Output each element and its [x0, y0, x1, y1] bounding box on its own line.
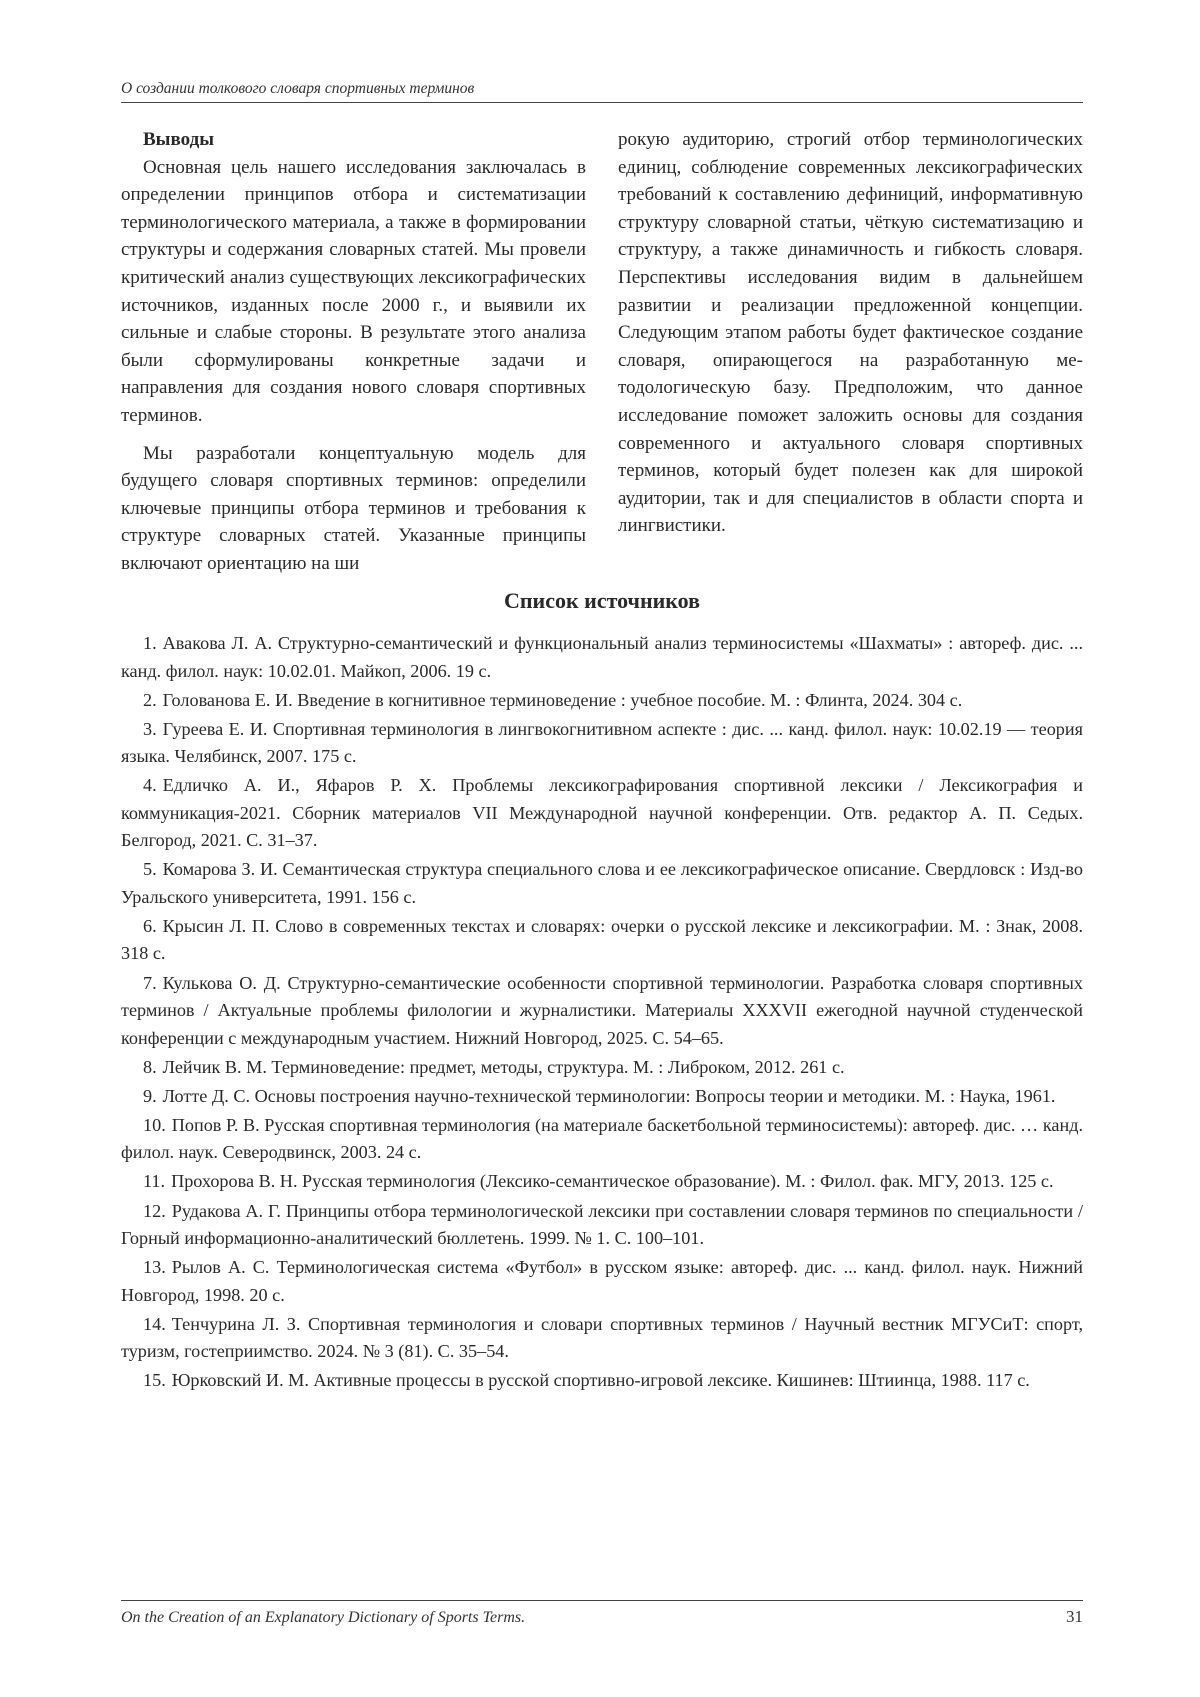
reference-text: Крысин Л. П. Слово в современных текстах и словарях: очерки о русской лексике и лексикографии. М. : Знак, 2008. 318 с. — [121, 915, 1083, 964]
reference-number: 10. — [143, 1114, 166, 1135]
reference-number: 13. — [143, 1257, 166, 1278]
references-title: Список источников — [503, 588, 701, 613]
reference-text: Рылов А. С. Терминологическая система «Футбол» в русском языке: автореф. дис. ... канд. филол. наук. Нижний Новгород, 1998. 20 с. — [121, 1257, 1083, 1305]
section-heading-conclusions: Выводы — [143, 129, 215, 150]
reference-text: Прохорова В. Н. Русская терминология (Лексико-семантическое образование). М. : Филол. фак. МГУ, 2013. 125 с. — [171, 1171, 1054, 1192]
running-head: О создании толкового словаря спортивных терминов — [121, 80, 475, 97]
reference-number: 2. — [143, 689, 157, 710]
right-column — [618, 126, 1083, 578]
header-rule — [121, 102, 1083, 103]
left-column — [121, 126, 586, 578]
references-list — [121, 630, 1083, 1396]
reference-number: 9. — [143, 1085, 157, 1106]
reference-text: Едличко А. И., Яфаров Р. Х. Проблемы лексикографирования спортивной лексики / Лексикография и коммуникация-2021. Сборник материалов VII Международной научной конференции. Отв. редактор А. П. Седых. Белгород, 2021. С. 31–37. — [121, 775, 1083, 851]
reference-number: 14. — [143, 1313, 166, 1334]
reference-text: Кулькова О. Д. Структурно-семантические особенности спортивной терминологии. Разработка словаря спортивных терминов / Актуальные проблемы филологии и журналистики. Материалы XXXVII ежегодной научной студенческой конференции с международным участием. Нижний Новгород, 2025. С. 54–65. — [121, 972, 1083, 1048]
reference-item — [121, 630, 1083, 685]
reference-number: 6. — [143, 915, 157, 936]
reference-item — [121, 1054, 1083, 1082]
reference-item — [121, 970, 1083, 1053]
reference-number: 4. — [143, 775, 157, 796]
reference-text: Тенчурина Л. З. Спортивная терминология и словари спортивных терминов / Научный вестник МГУСиТ: спорт, туризм, гостеприимство. 2024. № 3 (81). С. 35–54. — [121, 1313, 1083, 1362]
reference-item — [121, 1112, 1083, 1167]
reference-number: 1. — [143, 633, 157, 653]
conclusions-paragraph-1: Основная цель нашего исследования заключалась в определении принципов отбора и систематизации терминологического материала, а также в формировании структуры и содержания словарных статей. Мы провели критический анализ существующих лексикографических источников, изданных после 2000 г., и выявили их сильные и слабые стороны. В результате этого анализа были сформулированы конкретные задачи и направления для создания нового словаря спортивных терминов. — [121, 156, 586, 426]
reference-text: Юрковский И. М. Активные процессы в русской спортивно-игровой лексике. Кишинев: Штиинца, 1988. 117 с. — [171, 1370, 1030, 1391]
reference-item — [121, 1198, 1083, 1253]
two-column-body — [121, 126, 1083, 578]
reference-item — [121, 1311, 1083, 1366]
reference-item — [121, 772, 1083, 855]
reference-item — [121, 1367, 1083, 1395]
reference-item — [121, 913, 1083, 968]
reference-number: 8. — [143, 1056, 157, 1077]
reference-item — [121, 687, 1083, 715]
reference-text: Авакова Л. А. Структурно-семантический и функциональный анализ терминосистемы «Шахматы» : автореф. дис. ... канд. филол. наук: 10.02.01. Майкоп, 2006. 19 с. — [121, 633, 1083, 681]
reference-number: 11. — [143, 1171, 166, 1192]
reference-item — [121, 1254, 1083, 1309]
reference-number: 12. — [143, 1200, 166, 1221]
page-number: 31 — [1066, 1607, 1083, 1626]
reference-text: Лотте Д. С. Основы построения научно-технической терминологии: Вопросы теории и методики. М. : Наука, 1961. — [162, 1085, 1056, 1106]
footer-rule — [121, 1600, 1083, 1601]
conclusions-paragraph-2-continued: рокую аудиторию, строгий отбор терминологических единиц, соблюдение современных лексикографических требований к составлению дефиниций, информативную структуру словарной статьи, чёткую систематизацию и структуру, а также динамичность и гибкость словаря. Перспективы исследования видим в дальнейшем развитии и реализации предложенной концепции. Следующим этапом работы будет фактическое создание словаря, опирающегося на разработанную методологическую базу. Предположим, что данное исследование поможет заложить основы для создания современного и актуального словаря спортивных терминов, который будет полезен как для широкой аудитории, так и для специалистов в области спорта и лингвистики. — [618, 129, 1083, 537]
reference-number: 15. — [143, 1370, 166, 1391]
footer-english-title: On the Creation of an Explanatory Dictionary of Sports Terms. — [121, 1609, 526, 1626]
reference-text: Гуреева Е. И. Спортивная терминология в лингвокогнитивном аспекте : дис. ... канд. филол. наук: 10.02.19 — теория языка. Челябинск, 2007. 175 с. — [121, 718, 1083, 767]
reference-number: 5. — [143, 859, 157, 880]
reference-number: 3. — [143, 718, 157, 739]
reference-text: Комарова З. И. Семантическая структура специального слова и ее лексикографическое описание. Свердловск : Изд-во Уральского университета, 1991. 156 с. — [121, 859, 1083, 907]
reference-text: Рудакова А. Г. Принципы отбора терминологической лексики при составлении словаря терминов по специальности / Горный информационно-аналитический бюллетень. 1999. № 1. С. 100–101. — [121, 1200, 1083, 1249]
reference-item — [121, 1168, 1083, 1196]
reference-text: Лейчик В. М. Терминоведение: предмет, методы, структура. М. : Либроком, 2012. 261 с. — [162, 1056, 845, 1077]
reference-text: Голованова Е. И. Введение в когнитивное терминоведение : учебное пособие. М. : Флинта, 2024. 304 с. — [162, 689, 963, 710]
reference-item — [121, 716, 1083, 771]
reference-item — [121, 1083, 1083, 1111]
reference-number: 7. — [143, 972, 157, 993]
reference-item — [121, 856, 1083, 911]
reference-text: Попов Р. В. Русская спортивная терминология (на материале баскетбольной терминосистемы): автореф. дис. … канд. филол. наук. Северодвинск, 2003. 24 с. — [121, 1114, 1083, 1163]
conclusions-paragraph-2: Мы разработали концептуальную модель для будущего словаря спортивных терминов: определили ключевые принципы отбора терминов и требования к структуре словарных статей. Указанные принципы включают ориентацию на ши — [121, 442, 586, 574]
